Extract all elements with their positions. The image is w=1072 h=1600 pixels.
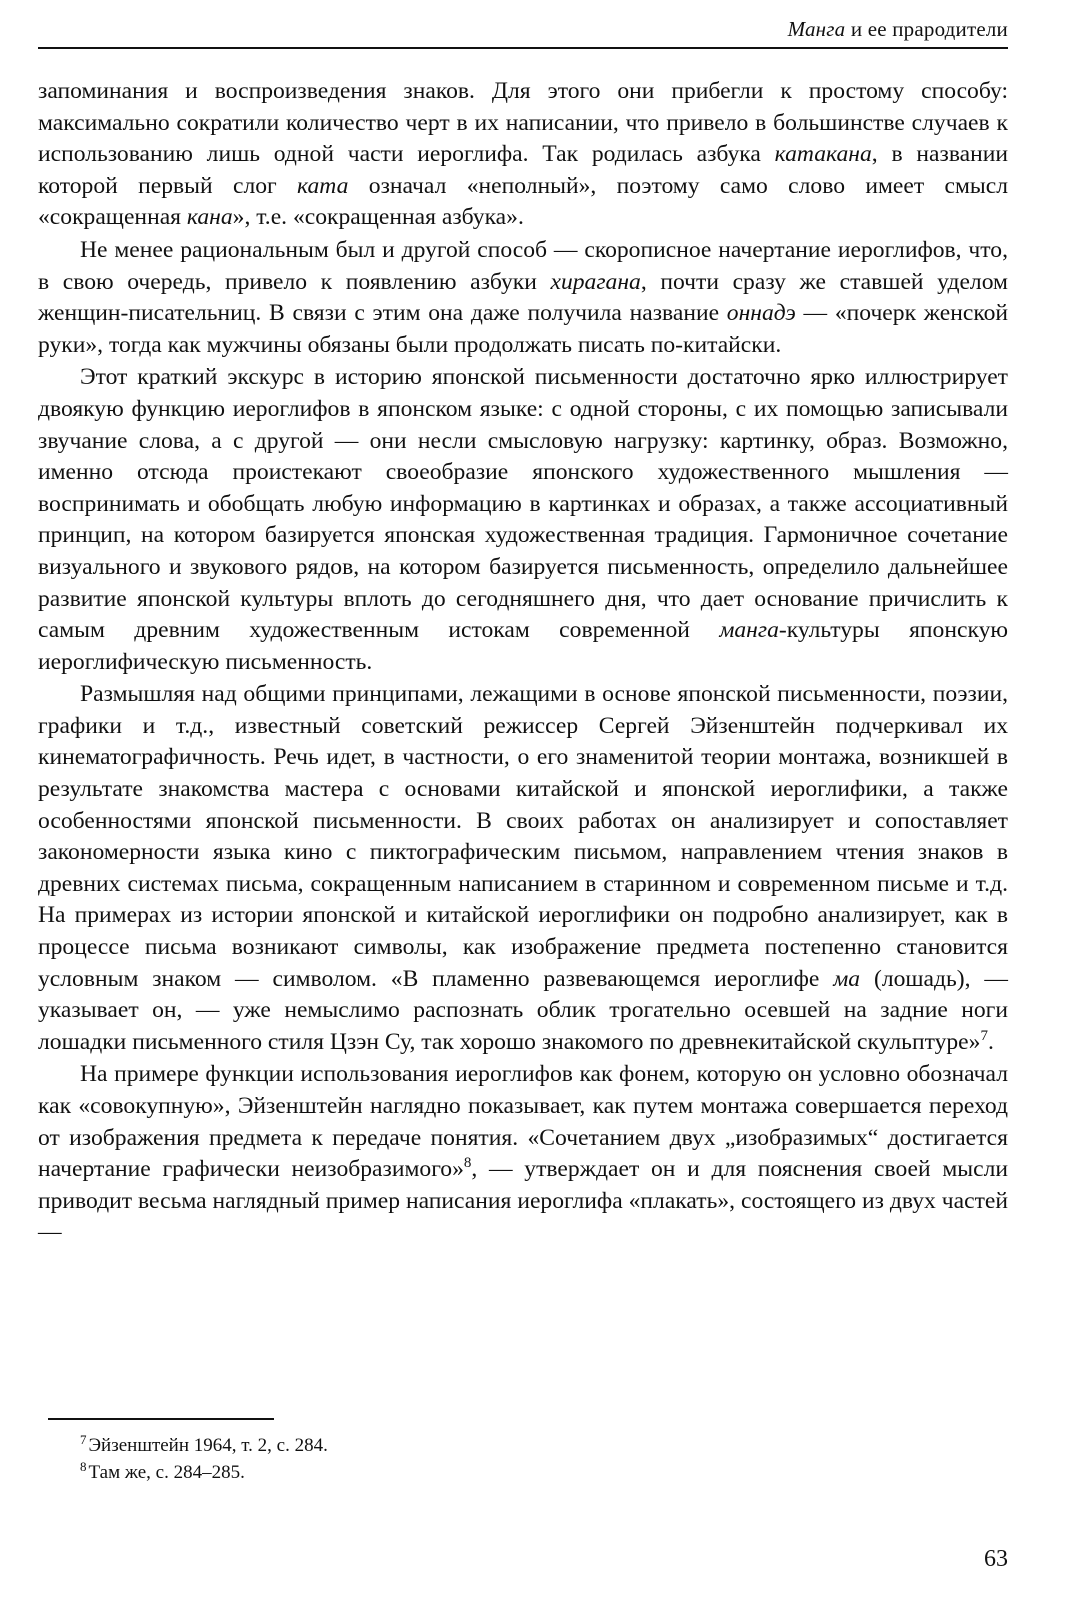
text-run: — «почерк женской руки», тогда как мужчины обязаны были продолжать писать по-китайски. [38,300,1009,358]
footnote-ref: 8 [463,1155,472,1172]
italic-term: ма [833,965,861,992]
italic-term: ката [297,172,349,199]
footnote-8 [80,1459,328,1486]
footnotes [80,1432,328,1486]
text-run: Размышляя над общими принципами, лежащими в основе японской письменности, поэзии, графики и т.д., известный советский режиссер Сергей Эйзенштейн подчеркивал их кинематографичность. Речь идет, в частности, о его знаменитой теории монтажа, возникшей в результате знакомства мастера с основами китайской и японской иероглифики, а также особенностями японской письменности. В своих работах он анализирует и сопоставляет закономерности языка кино с пиктографическим письмом, направлением чтения знаков в древних системах письма, сокращенным написанием в старинном и современном письме и т.д. На примерах из истории японской и китайской иероглифики он подробно анализирует, как в процессе письма возникают символы, как изображение предмета постепенно становится условным знаком — символом. «В пламенно развевающемся иероглифе [38,681,1008,992]
text-run: , почти сразу же ставшей уделом женщин-писательниц. В связи с этим она даже получила название [38,268,1008,327]
italic-term: катакана [774,141,872,168]
text-run: Этот краткий экскурс в историю японской письменности достаточно ярко иллюстрирует двоякую функцию иероглифов в японском языке: с одной стороны, с их помощью записывали звучание слова, а с другой — они несли смысловую нагрузку: картинку, образ. Возможно, именно отсюда проистекают своеобразие японского художественного мышления — воспринимать и обобщать любую информацию в картинках и образах, а также ассоциативный принцип, на котором базируется японская художественная традиция. Гармоничное сочетание визуального и звукового рядов, на котором базируется письменность, определило дальнейшее развитие японской культуры вплоть до сегодняшнего дня, что дает основание причислить к самым древним художественным истокам современной [38,364,1008,644]
paragraph-5 [38,1059,1008,1249]
footnote-7 [80,1432,328,1459]
text-run: . [987,1028,994,1055]
text-run: », т.е. «сокращенная азбука». [232,204,524,231]
paragraph-1 [38,76,1008,234]
text-run: запоминания и воспроизведения знаков. Для этого они прибегли к простому способу: максимально сократили количество черт в их написании, что привело в большинстве случаев к использованию лишь одной части иероглифа. Так родилась азбука [38,78,1008,168]
text-run: -культуры японскую иероглифическую письменность. [38,617,1008,675]
footnote-mark: 7 [80,1431,87,1447]
paragraph-2 [38,235,1008,361]
body-text [38,76,1008,1250]
italic-term: манга [719,617,779,644]
italic-term: хирагана [550,268,641,295]
text-run: На примере функции использования иероглифов как фонем, которую он условно обозначал как «совокупную», Эйзенштейн наглядно показывает, как путем монтажа совершается переход от изображения предмета к передаче понятия. «Сочетанием двух „изобразимых“ достигается начертание графически неизобразимого» [38,1061,1008,1183]
text-run: означал «неполный», поэтому само слово имеет смысл «сокращенная [38,172,1009,231]
footnote-text: Эйзенштейн 1964, т. 2, с. 284. [88,1435,328,1456]
footnote-text: Там же, с. 284–285. [88,1462,245,1483]
text-run: , в названии которой первый слог [38,141,1008,199]
paragraph-3 [38,362,1008,678]
footnote-rule [48,1418,274,1420]
italic-term: кана [186,204,233,231]
italic-term: оннадэ [726,300,796,327]
running-head-italic: Манга [787,17,846,41]
book-page [38,0,1008,1600]
page-number: 63 [984,1546,1008,1572]
header-rule [38,47,1008,49]
running-head-rest: и ее прародители [845,17,1008,41]
running-head [788,16,1008,42]
footnote-ref: 7 [980,1027,988,1044]
text-run: , — утверждает он и для пояснения своей мысли приводит весьма наглядный пример написания иероглифа «плакать», состоящего из двух частей — [38,1156,1009,1246]
footnote-mark: 8 [80,1458,87,1474]
paragraph-4 [38,679,1008,1058]
text-run: (лошадь), — указывает он, — уже немыслимо распознать облик трогательно осевшей на задние ноги лошадки письменного стиля Цзэн Су, так хорошо знакомого по древнекитайской скульптуре» [38,965,1008,1055]
text-run: Не менее рациональным был и другой способ — скорописное начертание иероглифов, что, в свою очередь, привело к появлению азбуки [38,236,1008,295]
